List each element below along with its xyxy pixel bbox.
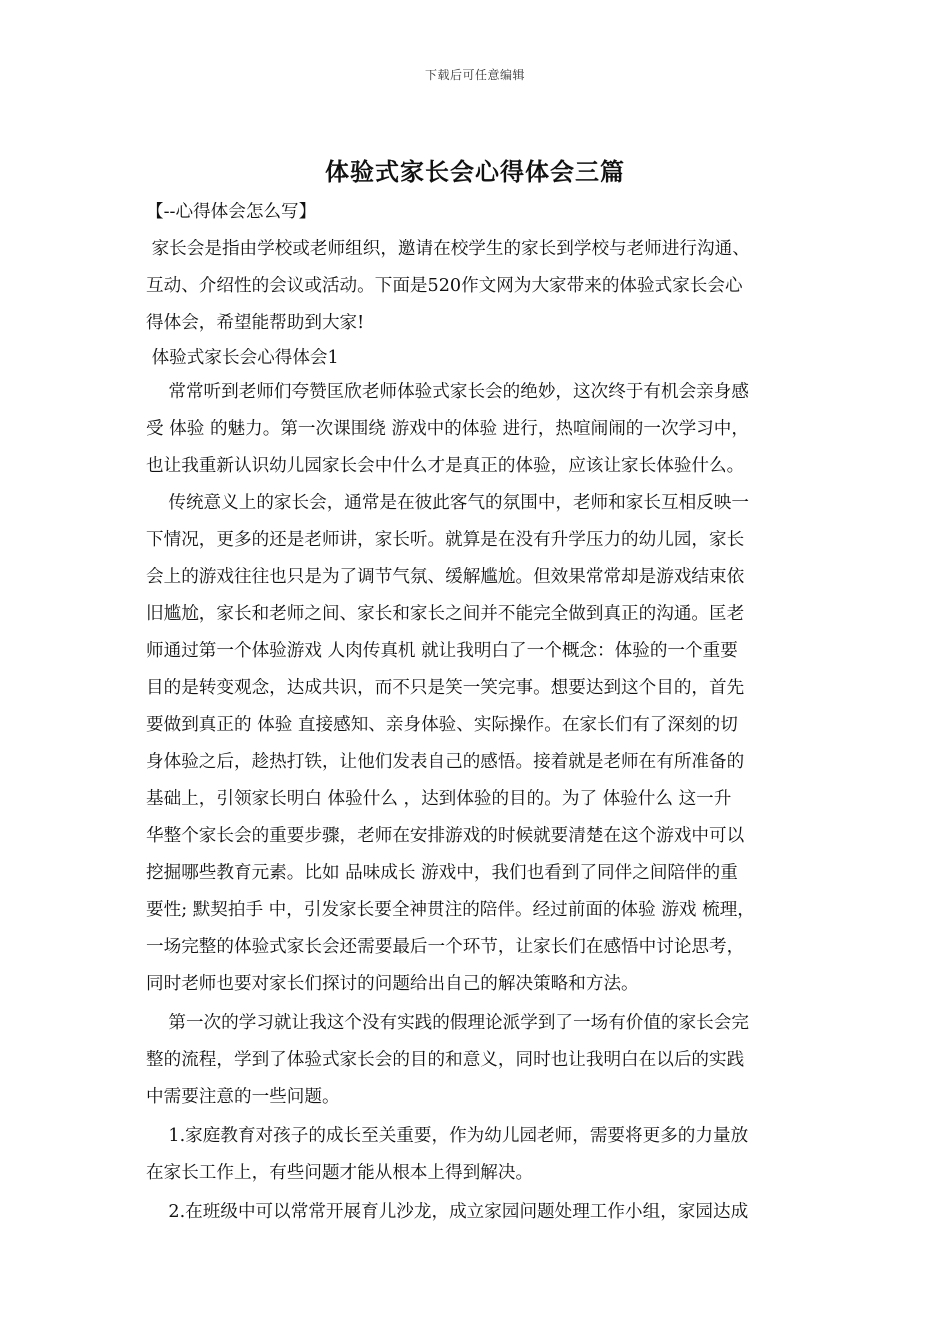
paragraph-2: [146, 485, 826, 1003]
paragraph-1: [146, 374, 826, 485]
text-line: 师通过第一个体验游戏 人肉传真机 就让我明白了一个概念：体验的一个重要: [146, 641, 738, 661]
subheading: 体验式家长会心得体会1: [146, 348, 339, 368]
text-line: 受 体验 的魅力。第一次课围绕 游戏中的体验 进行，热喧闹闹的一次学习中，: [146, 419, 749, 439]
text-line: 华整个家长会的重要步骤，老师在安排游戏的时候就要清楚在这个游戏中可以: [146, 826, 745, 846]
text-line: 下情况，更多的还是老师讲，家长听。就算是在没有升学压力的幼儿园，家长: [146, 530, 745, 550]
text-line: 要性; 默契拍手 中，引发家长要全神贯注的陪伴。经过前面的体验 游戏 梳理，: [146, 900, 755, 920]
paragraph-3: [146, 1005, 826, 1116]
text-line: 旧尴尬，家长和老师之间、家长和家长之间并不能完全做到真正的沟通。匡老: [146, 604, 745, 624]
text-line: 1.家庭教育对孩子的成长至关重要，作为幼儿园老师，需要将更多的力量放: [146, 1126, 749, 1146]
document-title: 体验式家长会心得体会三篇: [325, 157, 625, 186]
text-line: 也让我重新认识幼儿园家长会中什么才是真正的体验，应该让家长体验什么。: [146, 456, 745, 476]
text-line: 目的是转变观念，达成共识，而不只是笑一笑完事。想要达到这个目的，首先: [146, 678, 745, 698]
page-header-watermark: 下载后可任意编辑: [424, 68, 525, 82]
document-body: [146, 194, 826, 1231]
text-line: 身体验之后，趁热打铁，让他们发表自己的感悟。接着就是老师在有所准备的: [146, 752, 745, 772]
text-line: 在家长工作上，有些问题才能从根本上得到解决。: [146, 1163, 534, 1183]
intro-paragraph: [146, 231, 826, 342]
text-line: 家长会是指由学校或老师组织，邀请在校学生的家长到学校与老师进行沟通、: [146, 239, 750, 259]
text-line: 整的流程，学到了体验式家长会的目的和意义，同时也让我明白在以后的实践: [146, 1050, 745, 1070]
text-line: 常常听到老师们夸赞匡欣老师体验式家长会的绝妙，这次终于有机会亲身感: [146, 382, 749, 402]
text-line: 中需要注意的一些问题。: [146, 1087, 340, 1107]
text-line: 要做到真正的 体验 直接感知、亲身体验、实际操作。在家长们有了深刻的切: [146, 715, 738, 735]
text-line: 同时老师也要对家长们探讨的问题给出自己的解决策略和方法。: [146, 974, 639, 994]
text-line: 挖掘哪些教育元素。比如 品味成长 游戏中，我们也看到了同伴之间陪伴的重: [146, 863, 738, 883]
text-line: 第一次的学习就让我这个没有实践的假理论派学到了一场有价值的家长会完: [146, 1013, 749, 1033]
text-line: 基础上，引领家长明白 体验什么 ，达到体验的目的。为了 体验什么 这一升: [146, 789, 732, 809]
text-line: 一场完整的体验式家长会还需要最后一个环节，让家长们在感悟中讨论思考，: [146, 937, 745, 957]
section-heading: 【--心得体会怎么写】: [146, 202, 317, 222]
text-line: 传统意义上的家长会，通常是在彼此客气的氛围中，老师和家长互相反映一: [146, 493, 749, 513]
list-item-1: [146, 1118, 826, 1192]
text-line: 得体会，希望能帮助到大家!: [146, 313, 365, 333]
text-line: 互动、介绍性的会议或活动。下面是520作文网为大家带来的体验式家长会心: [146, 276, 743, 296]
text-line: 会上的游戏往往也只是为了调节气氛、缓解尴尬。但效果常常却是游戏结束依: [146, 567, 745, 587]
text-line: 2.在班级中可以常常开展育儿沙龙，成立家园问题处理工作小组，家园达成: [146, 1202, 749, 1222]
list-item-2: [146, 1194, 826, 1231]
